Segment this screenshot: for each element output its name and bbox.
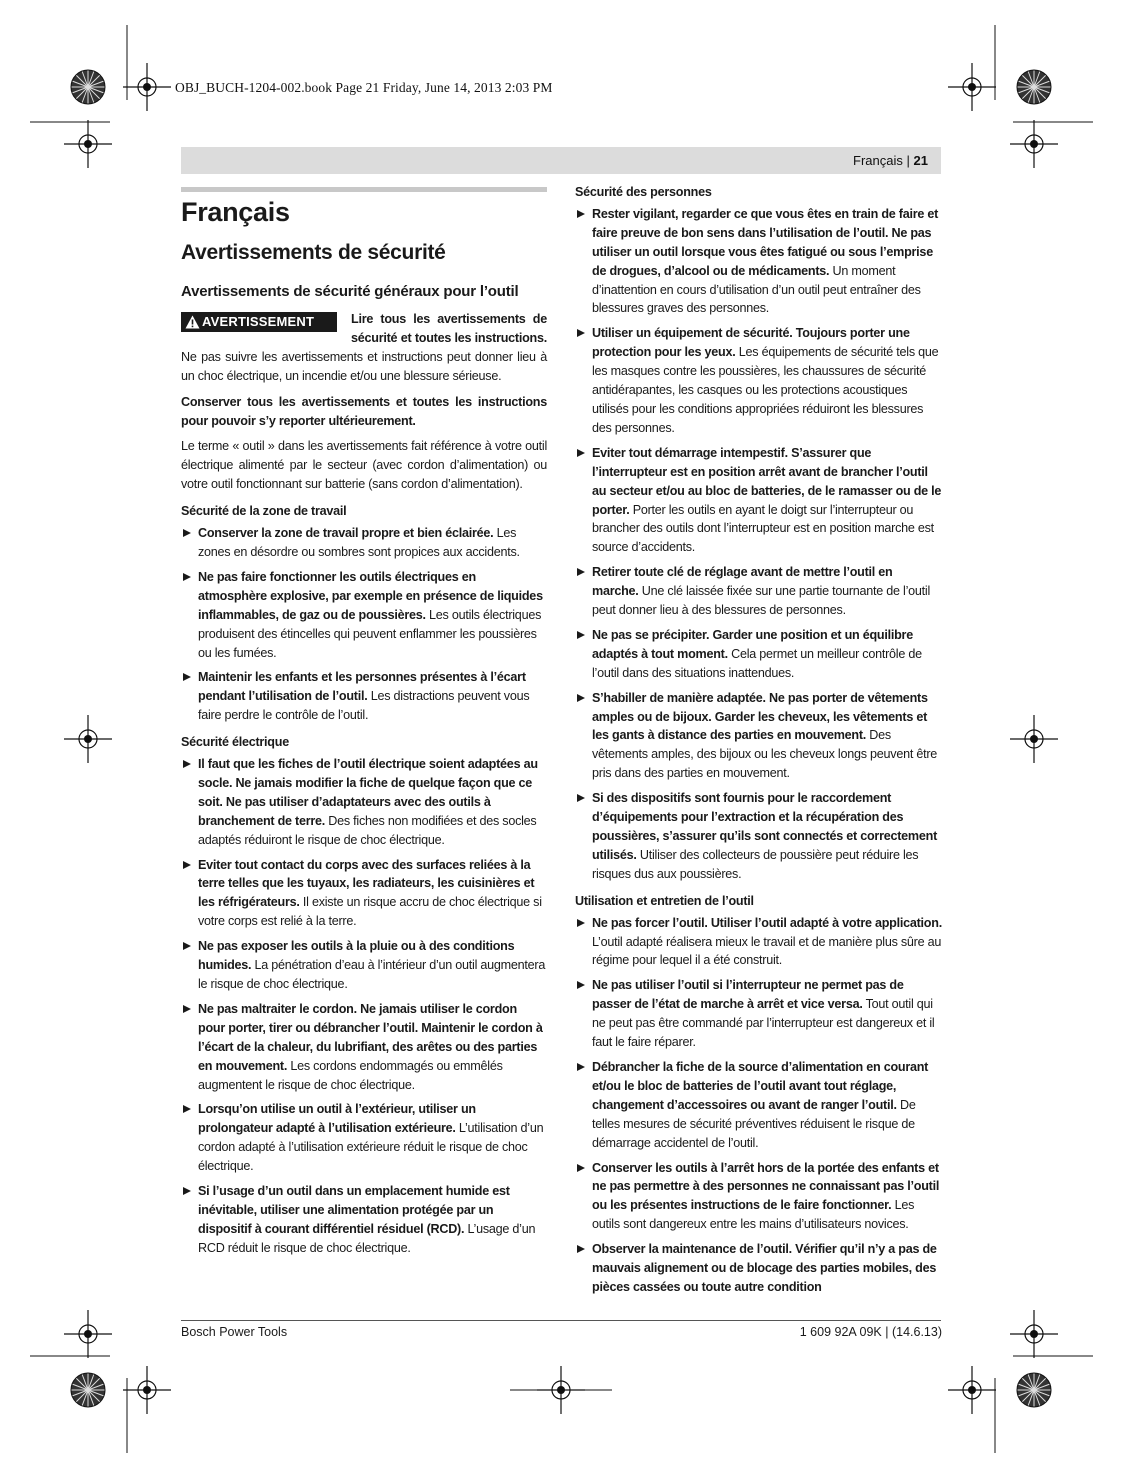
item-text: Une clé laissée fixée sur une partie tournante de l’outil peut donner lieu à des blessures de personnes. [592, 584, 930, 618]
tool-definition: Le terme « outil » dans les avertissements fait référence à votre outil électrique alimenté par le secteur (avec cordon d’alimentation) ou votre outil fonctionnant sur batterie (sans cordon d’alimentation). [181, 439, 547, 492]
page-number: 21 [913, 153, 928, 168]
bullet-arrow-icon [577, 1063, 585, 1071]
item-bold: Débrancher la fiche de la source d’alimentation en courant et/ou le bloc de batteries de l’outil avant tout réglage, changement d’accessoires ou avant de ranger l’outil. [592, 1059, 929, 1112]
list-item [181, 1100, 547, 1176]
bullet-arrow-icon [183, 573, 191, 581]
crosshair-icon [64, 1310, 112, 1358]
list-item [575, 789, 942, 884]
registration-star-icon [71, 1373, 105, 1407]
item-text: Les distractions peuvent vous faire perdre le contrôle de l’outil. [198, 689, 530, 723]
crosshair-icon [123, 63, 171, 111]
item-bold: Maintenir les enfants et les personnes présentes à l’écart pendant l’utilisation de l’outil. [198, 670, 526, 704]
item-bold: Si l’usage d’un outil dans un emplacement humide est inévitable, utiliser une alimentation protégée par un dispositif à courant différentiel résiduel (RCD). [198, 1184, 510, 1236]
header-bar [181, 147, 941, 174]
crosshair-icon [1010, 715, 1058, 763]
header-language: Français [853, 153, 903, 168]
section-title: Avertissements de sécurité [181, 241, 446, 264]
crosshair-icon [948, 63, 996, 111]
item-text: Un moment d’inattention en cours d’utilisation d’un outil peut entraîner des blessures graves des personnes. [592, 263, 921, 316]
warning-paragraph [181, 310, 547, 386]
item-text: Utiliser des collecteurs de poussière peut réduire les risques dus aux poussières. [592, 847, 919, 881]
crosshair-icon [64, 120, 112, 168]
bullet-arrow-icon [577, 568, 585, 576]
bullet-arrow-icon [577, 1245, 585, 1253]
page-title: Français [181, 197, 290, 227]
item-bold: Lorsqu’on utilise un outil à l’extérieur, utiliser un prolongateur adapté à l’utilisation extérieure. [198, 1102, 476, 1136]
item-bold: Si des dispositifs sont fournis pour le raccordement d’équipements pour l’extraction et la récupération des poussières, s’assurer qu’ils sont connectés et correctement utilisés. [592, 791, 938, 862]
item-bold: Eviter tout démarrage intempestif. S’assurer que l’interrupteur est en position arrêt avant de brancher l’outil au secteur et/ou au bloc de batteries, de le ramasser ou de le porter. [592, 445, 942, 517]
section-rule [181, 187, 547, 192]
bullet-arrow-icon [577, 631, 585, 639]
footer-doc-id: 1 609 92A 09K | (14.6.13) [799, 1325, 942, 1339]
item-text: L’usage d’un RCD réduit le risque de choc électrique. [198, 1221, 536, 1255]
work-area-heading: Sécurité de la zone de travail [181, 504, 347, 519]
item-bold: Ne pas exposer les outils à la pluie ou à des conditions humides. [198, 939, 515, 973]
item-text: Tout outil qui ne peut pas être commandé par l’interrupteur est dangereux et il faut le faire réparer. [592, 997, 935, 1050]
warning-bold: Lire tous les avertissements de sécurité et toutes les instructions. [351, 312, 547, 345]
item-bold: Eviter tout contact du corps avec des surfaces reliées à la terre telles que les tuyaux, les radiateurs, les cuisinières et les réfrigérateurs. [198, 857, 535, 910]
item-bold: Conserver la zone de travail propre et bien éclairée. [198, 526, 494, 541]
bullet-arrow-icon [577, 981, 585, 989]
crosshair-icon [1010, 120, 1058, 168]
item-bold: Ne pas utiliser l’outil si l’interrupteur ne permet pas de passer de l’état de marche à arrêt et vice versa. [592, 978, 904, 1012]
bullet-arrow-icon [183, 1187, 191, 1195]
list-item [181, 856, 547, 932]
list-item [181, 1000, 547, 1095]
bullet-arrow-icon [577, 329, 585, 337]
item-text: Des fiches non modifiées et des socles adaptés réduiront le risque de choc électrique. [198, 813, 537, 847]
bullet-arrow-icon [183, 1005, 191, 1013]
item-bold: Ne pas forcer l’outil. Utiliser l’outil adapté à votre application. [592, 915, 942, 930]
right-column [575, 183, 942, 1303]
list-item [575, 976, 942, 1052]
bullet-arrow-icon [183, 529, 191, 537]
warning-badge-label: AVERTISSEMENT [202, 314, 315, 329]
warning-text: Ne pas suivre les avertissements et instructions peut donner lieu à un choc électrique, un incendie et/ou une blessure sérieuse. [181, 349, 547, 383]
list-item [575, 205, 942, 318]
print-slug: OBJ_BUCH-1204-002.book Page 21 Friday, June 14, 2013 2:03 PM [175, 80, 553, 95]
bullet-arrow-icon [183, 760, 191, 768]
crosshair-icon [64, 715, 112, 763]
item-bold: Ne pas se précipiter. Garder une position et un équilibre adaptés à tout moment. [592, 627, 913, 661]
list-item [181, 568, 547, 663]
item-text: Cela permet un meilleur contrôle de l’outil dans des situations inattendues. [592, 646, 922, 680]
item-text: L’outil adapté réalisera mieux le travail et de manière plus sûre au régime pour lequel il a été construit. [592, 934, 942, 968]
item-bold: Il faut que les fiches de l’outil électrique soient adaptées au socle. Ne jamais modifier la fiche de quelque façon que ce soit. Ne pas utiliser d’adaptateurs avec des outils à branchement de terre. [198, 757, 538, 828]
item-text: La pénétration d’eau à l’intérieur d’un outil augmentera le risque de choc électrique. [198, 958, 546, 991]
bullet-arrow-icon [183, 861, 191, 869]
bullet-arrow-icon [577, 919, 585, 927]
bullet-arrow-icon [577, 210, 585, 218]
list-item [181, 524, 547, 562]
crosshair-icon [123, 1366, 171, 1414]
electrical-heading: Sécurité électrique [181, 735, 289, 750]
item-text: Les outils sont dangereux entre les mains d’utilisateurs novices. [592, 1198, 915, 1232]
header-separator: | [906, 153, 910, 168]
bullet-arrow-icon [577, 694, 585, 702]
footer-brand: Bosch Power Tools [181, 1325, 288, 1339]
bullet-arrow-icon [577, 449, 585, 457]
item-text: Des vêtements amples, des bijoux ou les cheveux longs peuvent être pris dans des parties en mouvement. [592, 728, 938, 781]
keep-instructions: Conserver tous les avertissements et toutes les instructions pour pouvoir s’y reporter ultérieurement. [181, 394, 547, 428]
list-item [181, 668, 547, 725]
item-text: Les cordons endommagés ou emmêlés augmentent le risque de choc électrique. [198, 1058, 503, 1092]
bullet-arrow-icon [183, 673, 191, 681]
bullet-arrow-icon [183, 942, 191, 950]
crosshair-icon [1010, 1310, 1058, 1358]
warning-triangle-icon [185, 315, 200, 329]
registration-star-icon [1017, 70, 1051, 104]
item-text: De telles mesures de sécurité préventives réduisent le risque de démarrage accidentel de l’outil. [592, 1097, 916, 1150]
list-item [575, 1240, 942, 1297]
list-item [575, 626, 942, 683]
list-item [575, 1058, 942, 1153]
list-item [575, 914, 942, 971]
item-text: Les équipements de sécurité tels que les masques contre les poussières, les chaussures de sécurité antidérapantes, les casques ou les protections acoustiques utilisés pour les conditions appropriées réduiront les blessures des personnes. [592, 345, 939, 435]
item-bold: Observer la maintenance de l’outil. Vérifier qu’il n’y a pas de mauvais alignement ou de blocage des parties mobiles, des pièces cassées ou toute autre condition [592, 1242, 937, 1294]
list-item [575, 563, 942, 620]
item-bold: Retirer toute clé de réglage avant de mettre l’outil en marche. [592, 565, 893, 599]
registration-star-icon [71, 70, 105, 104]
item-text: Les outils électriques produisent des étincelles qui peuvent enflammer les poussières ou les fumées. [198, 607, 542, 660]
item-bold: Rester vigilant, regarder ce que vous êtes en train de faire et faire preuve de bon sens dans l’utilisation de l’outil. Ne pas utiliser un outil lorsque vous êtes fatigué ou sous l’emprise de drogues, d’alcool ou de médicaments. [592, 206, 939, 278]
crosshair-icon [948, 1366, 996, 1414]
subsection-title: Avertissements de sécurité généraux pour l’outil [181, 283, 519, 300]
list-item [181, 1182, 547, 1258]
list-item [181, 755, 547, 850]
use-care-heading: Utilisation et entretien de l’outil [575, 893, 754, 908]
bullet-arrow-icon [183, 1105, 191, 1113]
list-item [575, 689, 942, 784]
item-text: Porter les outils en ayant le doigt sur l’interrupteur ou brancher des outils dont l’interrupteur est en position marche est source d’accidents. [592, 502, 934, 555]
bullet-arrow-icon [577, 794, 585, 802]
item-bold: S’habiller de manière adaptée. Ne pas porter de vêtements amples ou de bijoux. Garder les cheveux, les vêtements et les gants à distance des parties en mouvement. [592, 690, 928, 743]
bullet-arrow-icon [577, 1164, 585, 1172]
warning-badge [181, 312, 337, 332]
list-item [575, 444, 942, 557]
item-bold: Ne pas faire fonctionner les outils électriques en atmosphère explosive, par exemple en présence de liquides inflammables, de gaz ou de poussières. [198, 569, 543, 622]
list-item [181, 937, 547, 994]
list-item [575, 324, 942, 437]
item-text: Les zones en désordre ou sombres sont propices aux accidents. [198, 526, 520, 559]
item-bold: Utiliser un équipement de sécurité. Toujours porter une protection pour les yeux. [592, 326, 910, 360]
left-column [181, 187, 547, 1264]
list-item [575, 1159, 942, 1235]
footer-rule [181, 1320, 941, 1321]
item-bold: Ne pas maltraiter le cordon. Ne jamais utiliser le cordon pour porter, tirer ou débrancher l’outil. Maintenir le cordon à l’écart de la chaleur, du lubrifiant, des arêtes ou des parties en mouvement. [198, 1001, 543, 1073]
running-header [853, 153, 928, 168]
item-text: Il existe un risque accru de choc électrique si votre corps est relié à la terre. [198, 895, 542, 929]
item-bold: Conserver les outils à l’arrêt hors de la portée des enfants et ne pas permettre à des personnes ne connaissant pas l’outil ou les présentes instructions de le faire fonctionner. [592, 1160, 940, 1213]
personal-heading: Sécurité des personnes [575, 185, 712, 199]
item-text: L’utilisation d’un cordon adapté à l’utilisation extérieure réduit le risque de choc électrique. [198, 1121, 544, 1174]
registration-star-icon [1017, 1373, 1051, 1407]
